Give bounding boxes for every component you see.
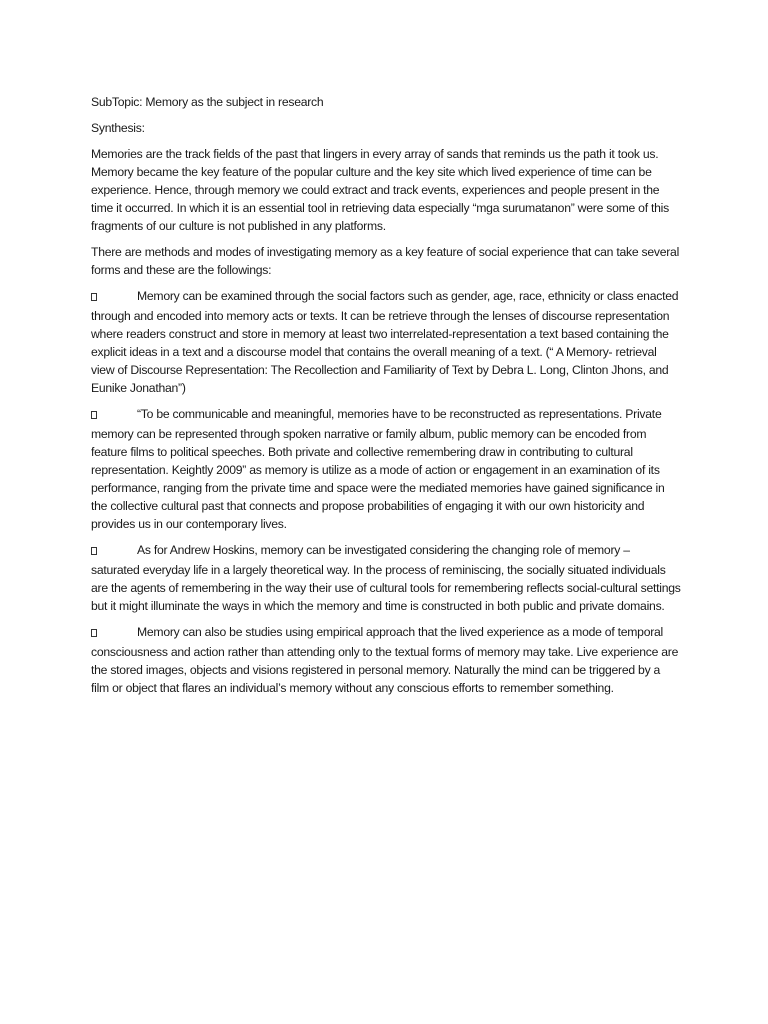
bullet-box-icon [91, 543, 137, 561]
bullet-text-2: “To be communicable and meaningful, memories have to be reconstructed as representations. Private memory can be represented through spoken narrative or family album, public memory can be encoded from feature films to political speeches. Both private and collective remembering draw in contributing to cultural representation. Keightly 2009” as memory is utilize as a mode of action or engagement in an examination of its performance, ranging from the private time and space were the mediated memories have gained significance in the collective cultural past that connects and propose probabilities of engaging it with our own historicity and provides us in our contemporary lives. [91, 407, 665, 531]
synthesis-heading: Synthesis: [91, 121, 145, 135]
bullet-box-icon [91, 289, 137, 307]
bullet-item-1 [91, 287, 681, 397]
bullet-item-2 [91, 405, 681, 533]
bullet-item-4 [91, 623, 681, 697]
subtopic-line: SubTopic: Memory as the subject in research [91, 95, 324, 109]
bullet-box-icon [91, 625, 137, 643]
bullet-item-3 [91, 541, 681, 615]
document-body [91, 93, 681, 705]
paragraph-2: There are methods and modes of investigating memory as a key feature of social experience that can take several forms and these are the followings: [91, 245, 680, 277]
bullet-text-3: As for Andrew Hoskins, memory can be investigated considering the changing role of memory – saturated everyday life in a largely theoretical way. In the process of reminiscing, the socially situated individuals are the agents of remembering in the way their use of cultural tools for remembering reflects social-cultural settings but it might illuminate the ways in which the memory and time is constructed in both public and private domains. [91, 543, 681, 613]
bullet-box-icon [91, 407, 137, 425]
bullet-text-1: Memory can be examined through the social factors such as gender, age, race, ethnicity or class enacted through and encoded into memory acts or texts. It can be retrieve through the lenses of discourse representation where readers construct and store in memory at least two interrelated-representation a text based containing the explicit ideas in a text and a discourse model that contains the overall meaning of a text. (“ A Memory- retrieval view of Discourse Representation: The Recollection and Familiarity of Text by Debra L. Long, Clinton Jhons, and Eunike Jonathan”) [91, 289, 679, 395]
bullet-text-4: Memory can also be studies using empirical approach that the lived experience as a mode of temporal consciousness and action rather than attending only to the textual forms of memory may take. Live experience are the stored images, objects and visions registered in personal memory. Naturally the mind can be triggered by a film or object that flares an individual’s memory without any conscious efforts to remember something. [91, 625, 679, 695]
paragraph-1: Memories are the track fields of the past that lingers in every array of sands that reminds us the path it took us. Memory became the key feature of the popular culture and the key site which lived experience of time can be experience. Hence, through memory we could extract and track events, experiences and people present in the time it occurred. In which it is an essential tool in retrieving data especially “mga surumatanon” were some of this fragments of our culture is not published in any platforms. [91, 147, 669, 233]
